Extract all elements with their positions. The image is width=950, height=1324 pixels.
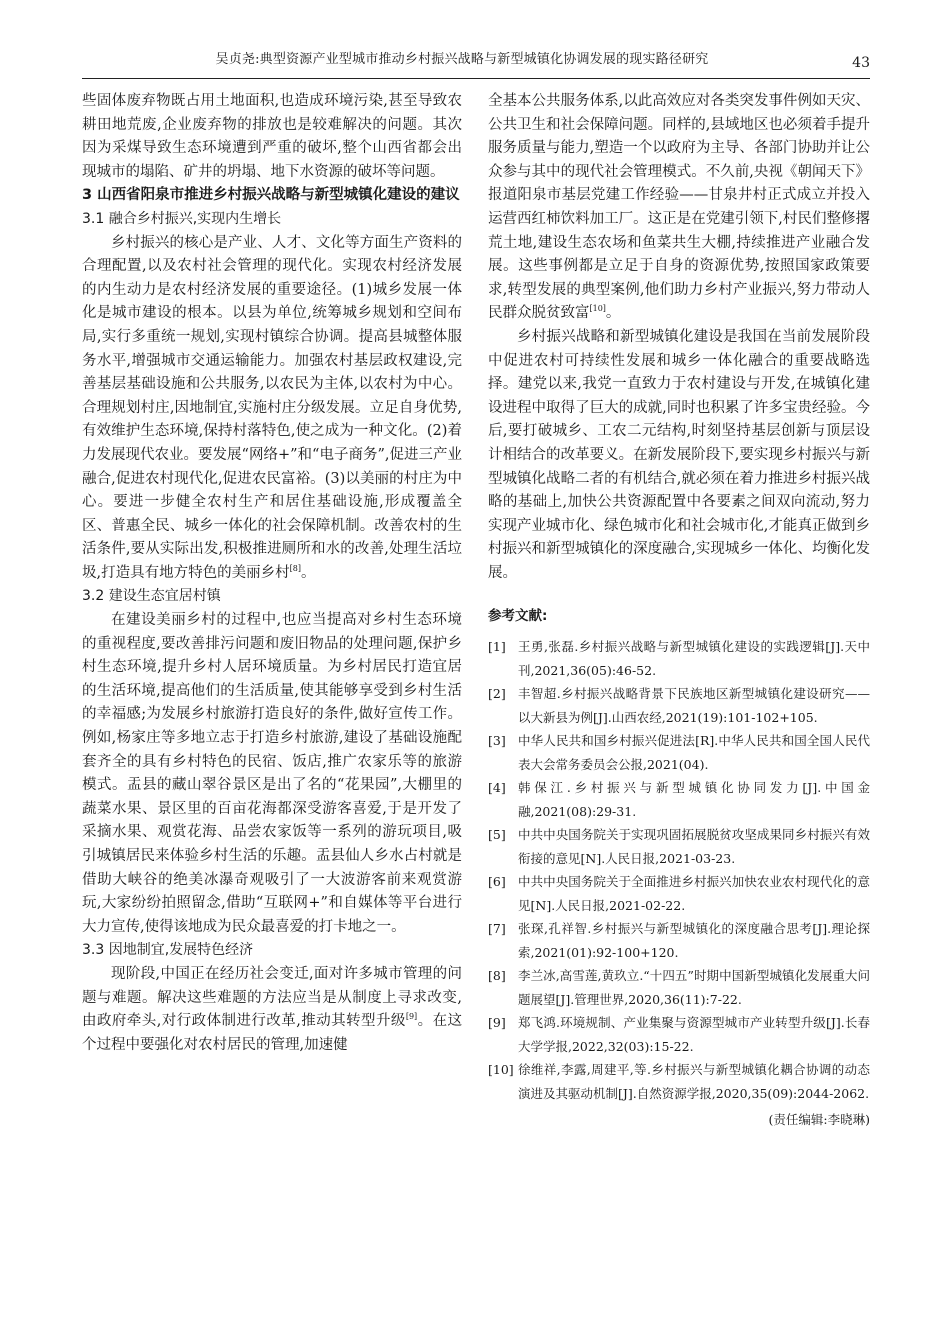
paragraph-continued-text: 全基本公共服务体系,以此高效应对各类突发事件例如天灾、公共卫生和社会保障问题。同样的,县域地区也必须着手提升服务质量与能力,塑造一个以政府为主导、各部门协助并让公众参与其中的现代社会管理模式。不久前,央视《朝闻天下》报道阳泉市基层党建工作经验——甘泉井村正式成立并投入运营西红柿饮料加工厂。这正是在党建引领下,村民们整修撂荒土地,建设生态农场和鱼菜共生大棚,持续推进产业融合发展。这些事例都是立足于自身的资源优势,按照国家政策要求,转型发展的典型案例,他们助力乡村产业振兴,努力带动人民群众脱贫致富 bbox=[488, 93, 870, 322]
reference-item bbox=[488, 635, 870, 682]
reference-item bbox=[488, 729, 870, 776]
references-heading: 参考文献: bbox=[488, 608, 548, 625]
reference-item bbox=[488, 1011, 870, 1058]
citation-10: [10] bbox=[589, 304, 606, 314]
reference-text: 王勇,张磊.乡村振兴战略与新型城镇化建设的实践逻辑[J].天中刊,2021,36(05):46-52. bbox=[518, 639, 870, 678]
reference-text: 郑飞鸿.环境规制、产业集聚与资源型城市产业转型升级[J].长春大学学报,2022,32(03):15-22. bbox=[518, 1015, 870, 1054]
running-header-title: 吴贞尧:典型资源产业型城市推动乡村振兴战略与新型城镇化协调发展的现实路径研究 bbox=[215, 52, 709, 67]
reference-number: [10] bbox=[488, 1062, 514, 1078]
reference-number: [3] bbox=[488, 733, 506, 749]
subsection-3-2-heading: 3.2 建设生态宜居村镇 bbox=[82, 588, 221, 605]
paragraph-continuation: 些固体废弃物既占用土地面积,也造成环境污染,甚至导致农耕田地荒废,企业废弃物的排放也是较难解决的问题。其次因为采煤导致生态环境遭到严重的破坏,整个山西省都会出现城市的塌陷、矿井的坍塌、地下水资源的破坏等问题。 bbox=[82, 93, 462, 180]
reference-number: [5] bbox=[488, 827, 506, 843]
paragraph-continued bbox=[488, 90, 870, 326]
reference-text: 张琛,孔祥智.乡村振兴与新型城镇化的深度融合思考[J].理论探索,2021(01):92-100+120. bbox=[518, 921, 870, 960]
subsection-3-1-heading: 3.1 融合乡村振兴,实现内生增长 bbox=[82, 210, 282, 227]
left-column bbox=[82, 90, 462, 1057]
reference-number: [4] bbox=[488, 780, 506, 796]
reference-number: [6] bbox=[488, 874, 506, 890]
reference-text: 丰智超.乡村振兴战略背景下民族地区新型城镇化建设研究——以大新县为例[J].山西农经,2021(19):101-102+105. bbox=[518, 686, 870, 725]
right-column bbox=[488, 90, 870, 1131]
running-header bbox=[82, 50, 870, 76]
paragraph-3-2: 在建设美丽乡村的过程中,也应当提高对乡村生态环境的重视程度,要改善排污问题和废旧物品的处理问题,保护乡村生态环境,提升乡村人居环境质量。为乡村居民打造宜居的生活环境,提高他们的生活质量,使其能够享受到乡村生活的幸福感;为发展乡村旅游打造良好的条件,做好宣传工作。例如,杨家庄等多地立志于打造乡村旅游,建设了基础设施配套齐全的具有乡村特色的民宿、饭店,推广农家乐等的旅游模式。盂县的藏山翠谷景区是出了名的“花果园”,大棚里的蔬菜水果、景区里的百亩花海都深受游客喜爱,于是开发了采摘水果、观赏花海、品尝农家饭等一系列的游玩项目,吸引城镇居民来体验乡村生活的乐趣。盂县仙人乡水占村就是借助大峡谷的绝美冰瀑奇观吸引了一大波游客前来观赏游玩,大家纷纷拍照留念,借助“互联网+”和自媒体等平台进行大力宣传,使得该地成为民众最喜爱的打卡地之一。 bbox=[82, 612, 462, 935]
reference-text: 中华人民共和国乡村振兴促进法[R].中华人民共和国全国人民代表大会常务委员会公报,2021(04). bbox=[518, 733, 870, 772]
citation-9: [9] bbox=[405, 1012, 418, 1022]
reference-text: 韩保江.乡村振兴与新型城镇化协同发力[J].中国金融,2021(08):29-31. bbox=[518, 780, 870, 819]
reference-item bbox=[488, 917, 870, 964]
page-number: 43 bbox=[852, 55, 870, 71]
header-rule bbox=[82, 78, 870, 79]
reference-number: [1] bbox=[488, 639, 506, 655]
paragraph-3-1-text: 乡村振兴的核心是产业、人才、文化等方面生产资料的合理配置,以及农村社会管理的现代化。实现农村经济发展的内生动力是农村经济发展的重要途径。(1)城乡发展一体化是城市建设的根本。以县为单位,统筹城乡规划和空间布局,实行多重统一规划,实现村镇综合协调。提高县城整体服务水平,增强城市交通运输能力。加强农村基层政权建设,完善基层基础设施和公共服务,以农民为主体,以农村为中心。合理规划村庄,因地制宜,实施村庄分级发展。立足自身优势,有效维护生态环境,保持村落特色,使之成为一种文化。(2)着力发展现代农业。要发展“网络+”和“电子商务”,促进三产业融合,促进农村现代化,促进农民富裕。(3)以美丽的村庄为中心。要进一步健全农村生产和居住基础设施,形成覆盖全区、普惠全民、城乡一体化的社会保障机制。改善农村的生活条件,要从实际出发,积极推进厕所和水的改善,处理生活垃圾,打造具有地方特色的美丽乡村 bbox=[82, 234, 462, 581]
reference-item bbox=[488, 823, 870, 870]
reference-item bbox=[488, 682, 870, 729]
subsection-3-3-heading: 3.3 因地制宜,发展特色经济 bbox=[82, 942, 254, 959]
reference-item bbox=[488, 964, 870, 1011]
paragraph-conclusion: 乡村振兴战略和新型城镇化建设是我国在当前发展阶段中促进农村可持续性发展和城乡一体化融合的重要战略选择。建党以来,我党一直致力于农村建设与开发,在城镇化建设进程中取得了巨大的成就,同时也积累了许多宝贵经验。今后,要打破城乡、工农二元结构,时刻坚持基层创新与顶层设计相结合的改革要义。在新发展阶段下,要实现乡村振兴与新型城镇化战略二者的有机结合,就必须在着力推进乡村振兴战略的基础上,加快公共资源配置中各要素之间双向流动,努力实现产业城市化、绿色城市化和社会城市化,才能真正做到乡村振兴和新型城镇化的深度融合,实现城乡一体化、均衡化发展。 bbox=[488, 328, 870, 581]
paragraph-continued-end: 。 bbox=[605, 305, 621, 322]
reference-text: 徐维祥,李露,周建平,等.乡村振兴与新型城镇化耦合协调的动态演进及其驱动机制[J].自然资源学报,2020,35(09):2044-2062. bbox=[518, 1062, 870, 1101]
section-3-heading: 3 山西省阳泉市推进乡村振兴战略与新型城镇化建设的建议 bbox=[82, 187, 460, 204]
reference-item bbox=[488, 870, 870, 917]
reference-number: [2] bbox=[488, 686, 506, 702]
paragraph-3-3-text: 现阶段,中国正在经历社会变迁,面对许多城市管理的问题与难题。解决这些难题的方法应当是从制度上寻求改变,由政府牵头,对行政体制进行改革,推动其转型升级 bbox=[82, 965, 462, 1030]
reference-number: [9] bbox=[488, 1015, 506, 1031]
citation-8: [8] bbox=[289, 564, 301, 574]
responsible-editor: (责任编辑:李晓琳) bbox=[768, 1112, 870, 1128]
paragraph-3-3-end: 。在这个过程中要强化对农村居民的管理,加速健 bbox=[82, 1013, 463, 1053]
paragraph-3-1 bbox=[82, 232, 462, 586]
reference-text: 中共中央国务院关于实现巩固拓展脱贫攻坚成果同乡村振兴有效衔接的意见[N].人民日报,2021-03-23. bbox=[518, 827, 870, 866]
paragraph-3-1-end: 。 bbox=[300, 564, 316, 581]
reference-text: 中共中央国务院关于全面推进乡村振兴加快农业农村现代化的意见[N].人民日报,2021-02-22. bbox=[518, 874, 870, 913]
reference-text: 李兰冰,高雪莲,黄玖立.“十四五”时期中国新型城镇化发展重大问题展望[J].管理世界,2020,36(11):7-22. bbox=[518, 968, 870, 1007]
reference-number: [7] bbox=[488, 921, 506, 937]
reference-item bbox=[488, 776, 870, 823]
paragraph-3-3 bbox=[82, 963, 462, 1057]
reference-number: [8] bbox=[488, 968, 506, 984]
reference-item bbox=[488, 1058, 870, 1105]
references-list bbox=[488, 635, 870, 1105]
